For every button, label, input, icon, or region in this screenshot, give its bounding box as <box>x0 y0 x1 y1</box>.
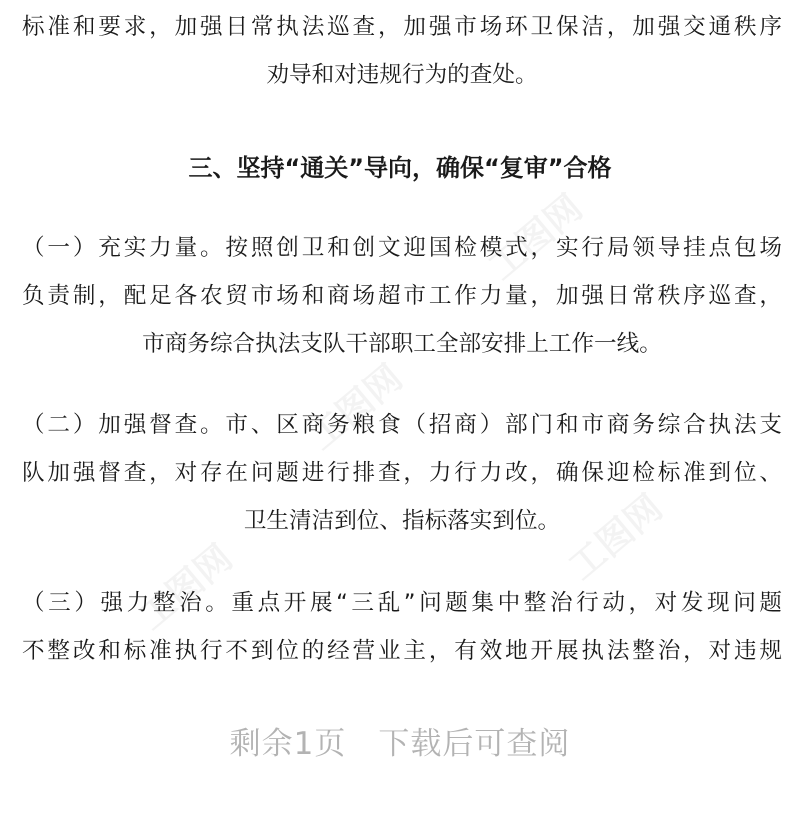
text-line: 标准和要求，加强日常执法巡查，加强市场环卫保洁，加强交通秩序 <box>22 14 782 40</box>
text-line: 市商务综合执法支队干部职工全部安排上工作一线。 <box>142 331 662 357</box>
text-line: 不整改和标准执行不到位的经营业主，有效地开展执法整治，对违规 <box>22 638 782 664</box>
text-line: 卫生清洁到位、指标落实到位。 <box>243 508 561 534</box>
watermark: 工图网 <box>481 187 591 289</box>
text-line: （三）强力整治。重点开展“三乱”问题集中整治行动，对发现问题 <box>22 590 782 616</box>
watermark: 工图网 <box>131 537 241 639</box>
text-line: （二）加强督查。市、区商务粮食（招商）部门和市商务综合执法支 <box>22 412 782 438</box>
text-line: 队加强督查，对存在问题进行排查，力行力改，确保迎检标准到位、 <box>22 460 782 486</box>
watermark: 工图网 <box>301 357 411 459</box>
text-line: 劝导和对违规行为的查处。 <box>266 62 538 88</box>
text-line: 负责制，配足各农贸市场和商场超市工作力量，加强日常秩序巡查， <box>22 283 782 309</box>
text-line: （一）充实力量。按照创卫和创文迎国检模式，实行局领导挂点包场 <box>22 235 782 261</box>
section-heading: 三、坚持“通关”导向，确保“复审”合格 <box>188 154 612 182</box>
watermark: 工图网 <box>561 487 671 589</box>
remaining-pages-notice[interactable]: 剩余1页 下载后可查阅 <box>229 726 571 762</box>
